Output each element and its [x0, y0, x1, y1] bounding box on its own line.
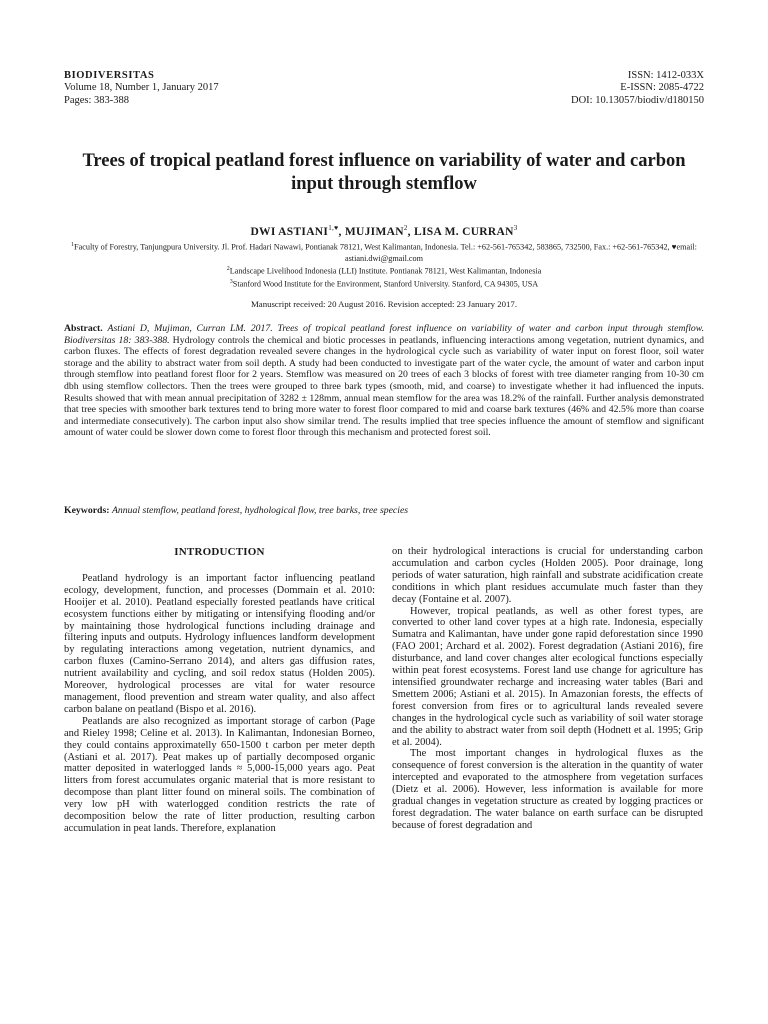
abstract-label: Abstract. [64, 323, 103, 334]
abstract-citation: Astiani D, Mujiman, Curran LM. 2017. Trees of tropical peatland forest influence on variability of water and carbon input through stemflow. Biodiversitas 18: 383-388. [64, 323, 705, 346]
section-heading-introduction: INTRODUCTION [174, 546, 265, 558]
affiliation [64, 277, 704, 290]
body-column-right [392, 546, 703, 1016]
author-name: LISA M. CURRAN [414, 225, 514, 238]
paper-title: Trees of tropical peatland forest influence on variability of water and carbon input through stemflow [82, 151, 686, 194]
affiliation [64, 240, 704, 264]
abstract [64, 323, 704, 439]
author-list: DWI $ASTIANI^{1,♥}$, MUJIMAN$^2$, LISA M. CURRAN$^3$ [250, 224, 518, 238]
body-paragraph: Peatland hydrology is an important factor influencing peatland ecology, development, function, and processes (Dommain et al. 2010: Hooijer et al. 2010). Peatland especially forested peatlands have critical ecosystem functions either by mitigating or intensifying flooding and/or by maintaining those hydrological functions including drainage and filtering inputs and outputs. Hydrology influences landform development by regulating interactions among vegetation, nutrient dynamics, and carbon fluxes (Camino-Serrano 2014), and alters gas diffusion rates, nutrient availability and cycling, and soil redox status (Holden 2005). Moreover, hydrological processes are vital for water resource management, flood prevention and stream water quality, and also affect carbon balane on peatland (Bispo et al. 2016). [64, 572, 375, 715]
author-superscript: 3 [513, 224, 518, 232]
affiliation [64, 264, 704, 277]
eissn: E-ISSN: 2085-4722 [620, 82, 704, 94]
issn: ISSN: 1412-033X [627, 70, 704, 81]
affiliation-text: Stanford Wood Institute for the Environment, Stanford University. Stanford, CA 94305, USA [232, 279, 539, 289]
keywords [64, 505, 704, 517]
abstract-text: Hydrology controls the chemical and biotic processes in peatlands, influencing interactions among vegetation, nutrient dynamics, and carbon fluxes. The effects of forest degradation revealed severe changes in the hydrological cycle such as variability of water input on forest floor, soil water storage and the ability to abstract water from soil depth. A study had been conducted to investigate part of the water cycle, the amount of water and carbon input through stemflow into peatland forest floor for 2 years. Stemflow was measured on 20 trees of each 3 blocks of forest with tree diameter ranging from 10-30 cm dbh using stemflow collectors. Then the trees were grouped to three bark types (smooth, mid, and coarse) to investigate whether it had influenced the inputs. Results showed that with mean annual precipitation of 3282 ± 128mm, annual mean stemflow for the area was 18.2% of the rainfall. Further analysis demonstrated that tree species with smoother bark textures tend to bring more water to forest floor compared to mid and coarse bark textures (46% and 42.5% more than coarse and intermediate consecutively). The carbon input also show similar trend. The results implied that tree species influence the amount of stemflow and significant amount of water could be slower down come to forest floor through this mechanism and protected forest soil. [64, 334, 704, 439]
journal-pages: Pages: 383-388 [64, 94, 130, 106]
journal-header [64, 70, 219, 107]
journal-identifiers [571, 70, 704, 107]
keywords-label: Keywords: [64, 505, 110, 516]
body-paragraph: However, tropical peatlands, as well as other forest types, are converted to other land cover types at a high rate. Indonesia, especially Sumatra and Kalimantan, have under gone rapid deforestation since 1990 (FAO 2001; Archard et al. 2002). Forest degradation (Astiani 2016), fire disturbance, and land cover changes alter ecological functions especially within peat forest ecosystems. Forest land use change for agriculture has intensified groundwater recharge and increasing water tables (Bari and Smettem 2006; Astiani et al. 2015). In Amazonian forests, the effects of forest conversion from fires or to agricultural lands revealed severe changes in the hydrological cycle such as variability of soil water storage and the ability to abstract water from soil depth (Hodnett et al. 1995; Grip et al. 2004). [392, 605, 703, 748]
author-superscript: 1,♥ [328, 224, 339, 232]
body-paragraph: Peatlands are also recognized as important storage of carbon (Page and Rieley 1998; Celine et al. 2013). In Kalimantan, Indonesian Borneo, they could contains approximatelly 650-1500 t carbon per meter depth (Astiani et al. 2017). Peat makes up of partially decomposed organic matter deposited in waterlogged lands ≈ 5,000-15,000 years ago. Peat litters from forest accumulates organic material that is more resistant to decompose than plant litter found on mineral soils. The combination of very low pH with waterlogged condition restricts the rate of decomposition below the rate of litter production, resulting carbon accumulation in peat lands. Therefore, explanation [64, 715, 375, 834]
journal-volume: Volume 18, Number 1, January 2017 [64, 82, 219, 94]
author-superscript: 2 [403, 224, 408, 232]
affiliation-number: 3 [229, 279, 233, 286]
affiliation-text: Landscape Livelihood Indonesia (LLI) Institute. Pontianak 78121, West Kalimantan, Indonesia [229, 266, 542, 276]
body-paragraph: The most important changes in hydrological fluxes as the consequence of forest conversion is the alteration in the quantity of water intercepted and evaporated to the atmosphere from vegetation surfaces (Dietz et al. 2006). However, less information is available for more gradual changes in vegetation structure as created by logging practices or forest degradation. The water balance on earth surface can be disrupted because of forest degradation and [392, 748, 703, 831]
keywords-text: Annual stemflow, peatland forest, hydhological flow, tree barks, tree species [111, 505, 409, 516]
affiliation-text: Faculty of Forestry, Tanjungpura University. Jl. Prof. Hadari Nawawi, Pontianak 78121, West Kalimantan, Indonesia. Tel.: +62-561-765342, 583865, 732500, Fax.: +62-561-765342, ♥email: astiani.dwi@gmail.com [74, 242, 697, 263]
author-name: DWI ASTIANI [250, 225, 329, 238]
affiliation-number: 2 [226, 266, 230, 273]
author-name: MUJIMAN [344, 225, 404, 238]
doi: DOI: 10.13057/biodiv/d180150 [571, 94, 704, 106]
affiliation-number: 1 [71, 242, 75, 248]
manuscript-dates: Manuscript received: 20 August 2016. Revision accepted: 23 January 2017. [250, 299, 518, 309]
affiliations [64, 240, 704, 290]
body-paragraph: on their hydrological interactions is crucial for understanding carbon accumulation and carbon cycles (Holden 2005). Poor drainage, long periods of water saturation, high rainfall and substrate acidification create conditions in which plant residues accumulate much faster than they decay (Fontaine et al. 2007). [392, 546, 703, 605]
journal-name: BIODIVERSITAS [64, 70, 155, 81]
body-column-left [64, 546, 375, 1016]
